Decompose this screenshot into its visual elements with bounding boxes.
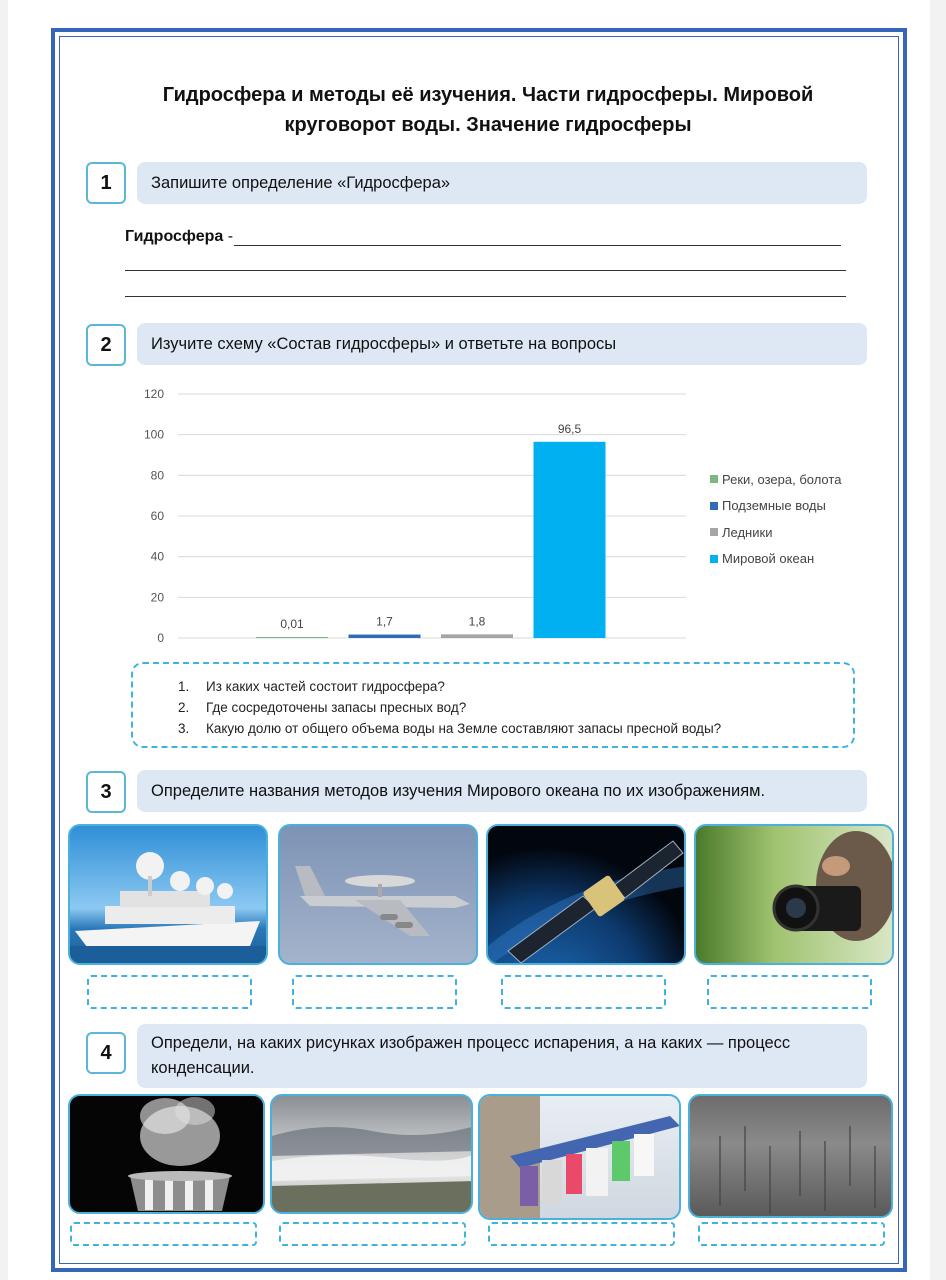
answer-box-process-2[interactable]: [279, 1222, 466, 1246]
y-tick-label: 20: [150, 590, 164, 605]
task-4-banner: Определи, на каких рисунках изображен процесс испарения, а на каких — процесс конденсации.: [137, 1024, 867, 1088]
legend-swatch-ocean: [710, 555, 718, 563]
task-3-number: 3: [86, 771, 126, 813]
task-2-number: 2: [86, 324, 126, 366]
worksheet-page: [8, 0, 930, 1280]
answer-box-process-4[interactable]: [698, 1222, 885, 1246]
bar-4: [534, 442, 606, 638]
photo-drying-laundry: [478, 1094, 681, 1220]
photo-research-ship: [68, 824, 268, 965]
answer-box-process-3[interactable]: [488, 1222, 675, 1246]
legend-item-rivers: Реки, озера, болота: [710, 466, 841, 493]
y-tick-label: 40: [150, 549, 164, 564]
chart-bars: [256, 442, 606, 638]
photo-satellite: [486, 824, 686, 965]
legend-item-ocean: Мировой океан: [710, 546, 841, 573]
legend-swatch-groundwater: [710, 502, 718, 510]
answer-box-process-1[interactable]: [70, 1222, 257, 1246]
definition-term: Гидросфера: [125, 228, 224, 245]
bar-value-label: 1,7: [376, 614, 393, 629]
legend-item-glaciers: Ледники: [710, 519, 841, 546]
task-1-number: 1: [86, 162, 126, 204]
photo-mountain-fog: [270, 1094, 473, 1214]
answer-line-2[interactable]: [125, 270, 846, 271]
task-1-banner: Запишите определение «Гидросфера»: [137, 162, 867, 204]
task-3-banner: Определите названия методов изучения Мирового океана по их изображениям.: [137, 770, 867, 812]
task-4-number: 4: [86, 1032, 126, 1074]
question-2: 2. Где сосредоточены запасы пресных вод?: [178, 700, 467, 715]
answer-box-method-3[interactable]: [501, 975, 666, 1009]
y-tick-label: 80: [150, 468, 164, 483]
photo-awacs-aircraft: [278, 824, 478, 965]
y-tick-label: 0: [157, 631, 164, 645]
task-2-banner: Изучите схему «Состав гидросферы» и ответьте на вопросы: [137, 323, 867, 365]
bar-2: [349, 635, 421, 638]
answer-box-method-2[interactable]: [292, 975, 457, 1009]
definition-dash: -: [223, 228, 234, 245]
legend-swatch-glaciers: [710, 528, 718, 536]
answer-line-3[interactable]: [125, 296, 846, 297]
definition-label: [125, 228, 233, 246]
bar-value-label: 0,01: [280, 617, 304, 631]
chart-y-ticks: [144, 387, 164, 645]
page-title: Гидросфера и методы её изучения. Части гидросферы. Мировой круговорот воды. Значение гидросферы: [162, 84, 814, 136]
photo-window-condensation: [688, 1094, 893, 1218]
y-tick-label: 120: [143, 387, 164, 401]
y-tick-label: 60: [150, 509, 164, 523]
chart-legend: [710, 466, 841, 572]
answer-box-method-4[interactable]: [707, 975, 872, 1009]
legend-item-groundwater: Подземные воды: [710, 493, 841, 520]
hydrosphere-bar-chart: [118, 380, 698, 655]
legend-swatch-rivers: [710, 475, 718, 483]
photo-photographer: [694, 824, 894, 965]
questions-box: [131, 662, 855, 748]
bar-value-label: 1,8: [468, 614, 486, 629]
question-3: 3. Какую долю от общего объема воды на Земле составляют запасы пресной воды?: [178, 721, 722, 736]
answer-box-method-1[interactable]: [87, 975, 252, 1009]
y-tick-label: 100: [143, 427, 164, 442]
bar-3: [441, 634, 513, 638]
bar-1: [256, 637, 328, 638]
answer-line-1[interactable]: [234, 245, 841, 246]
bar-value-label: 96,5: [557, 421, 582, 436]
question-1: 1. Из каких частей состоит гидросфера?: [178, 679, 445, 694]
chart-grid: [178, 394, 686, 638]
photo-boiling-pot: [68, 1094, 265, 1214]
